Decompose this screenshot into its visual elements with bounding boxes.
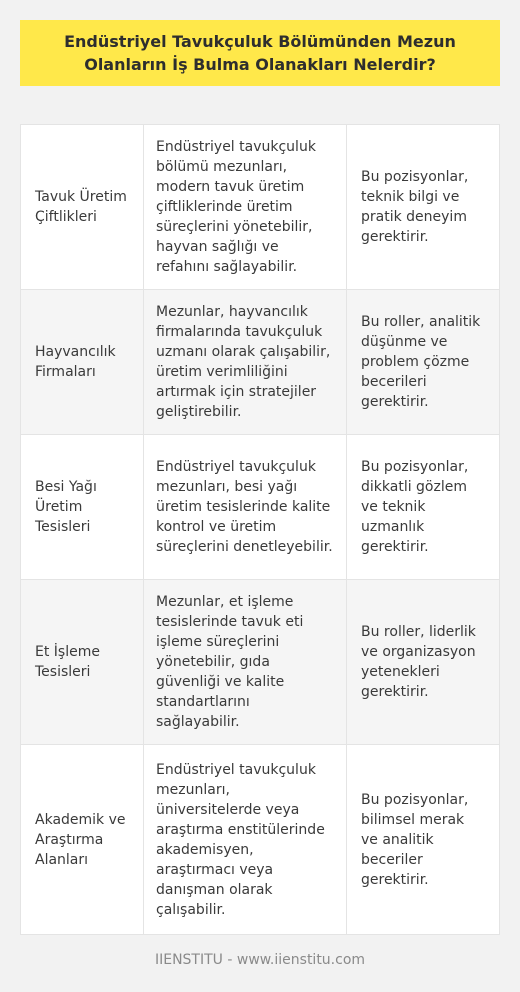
row-requirement: Bu roller, liderlik ve organizasyon yetenekleri gerektirir. (361, 624, 476, 700)
table-row (21, 290, 499, 435)
row-requirement: Bu pozisyonlar, bilimsel merak ve analitik beceriler gerektirir. (361, 791, 469, 888)
table-row (21, 435, 499, 580)
table-row (21, 580, 499, 745)
row-area: Hayvancılık Firmaları (21, 290, 144, 434)
table-row (21, 125, 499, 290)
career-table (20, 124, 500, 935)
row-description: Endüstriyel tavukçuluk bölümü mezunları, modern tavuk üretim çiftliklerinde üretim süreçlerini yönetebilir, hayvan sağlığı ve refahını sağlayabilir. (144, 125, 347, 289)
page-title: Endüstriyel Tavukçuluk Bölümünden Mezun Olanların İş Bulma Olanakları Nelerdir? (64, 32, 456, 74)
row-area: Akademik ve Araştırma Alanları (21, 745, 144, 934)
row-requirement: Bu pozisyonlar, dikkatli gözlem ve teknik uzmanlık gerektirir. (361, 459, 469, 555)
row-area: Et İşleme Tesisleri (21, 580, 144, 744)
row-area: Besi Yağı Üretim Tesisleri (21, 435, 144, 579)
title-banner (20, 20, 500, 86)
row-description: Mezunlar, hayvancılık firmalarında tavukçuluk uzmanı olarak çalışabilir, üretim verimliliğini artırmak için stratejiler geliştirebilir. (144, 290, 347, 434)
row-area: Tavuk Üretim Çiftlikleri (21, 125, 144, 289)
row-description: Endüstriyel tavukçuluk mezunları, besi yağı üretim tesislerinde kalite kontrol ve üretim süreçlerini denetleyebilir. (144, 435, 347, 579)
row-description: Mezunlar, et işleme tesislerinde tavuk eti işleme süreçlerini yönetebilir, gıda güvenliği ve kalite standartlarını sağlayabilir. (144, 580, 347, 744)
row-requirement: Bu roller, analitik düşünme ve problem çözme becerileri gerektirir. (361, 314, 481, 410)
row-requirement: Bu pozisyonlar, teknik bilgi ve pratik deneyim gerektirir. (361, 169, 469, 245)
footer-credit: IIENSTITU - www.iienstitu.com (154, 952, 366, 968)
table-row (21, 745, 499, 934)
row-description: Endüstriyel tavukçuluk mezunları, üniversitelerde veya araştırma enstitülerinde akademisyen, araştırmacı veya danışman olarak çalışabilir. (144, 745, 347, 934)
